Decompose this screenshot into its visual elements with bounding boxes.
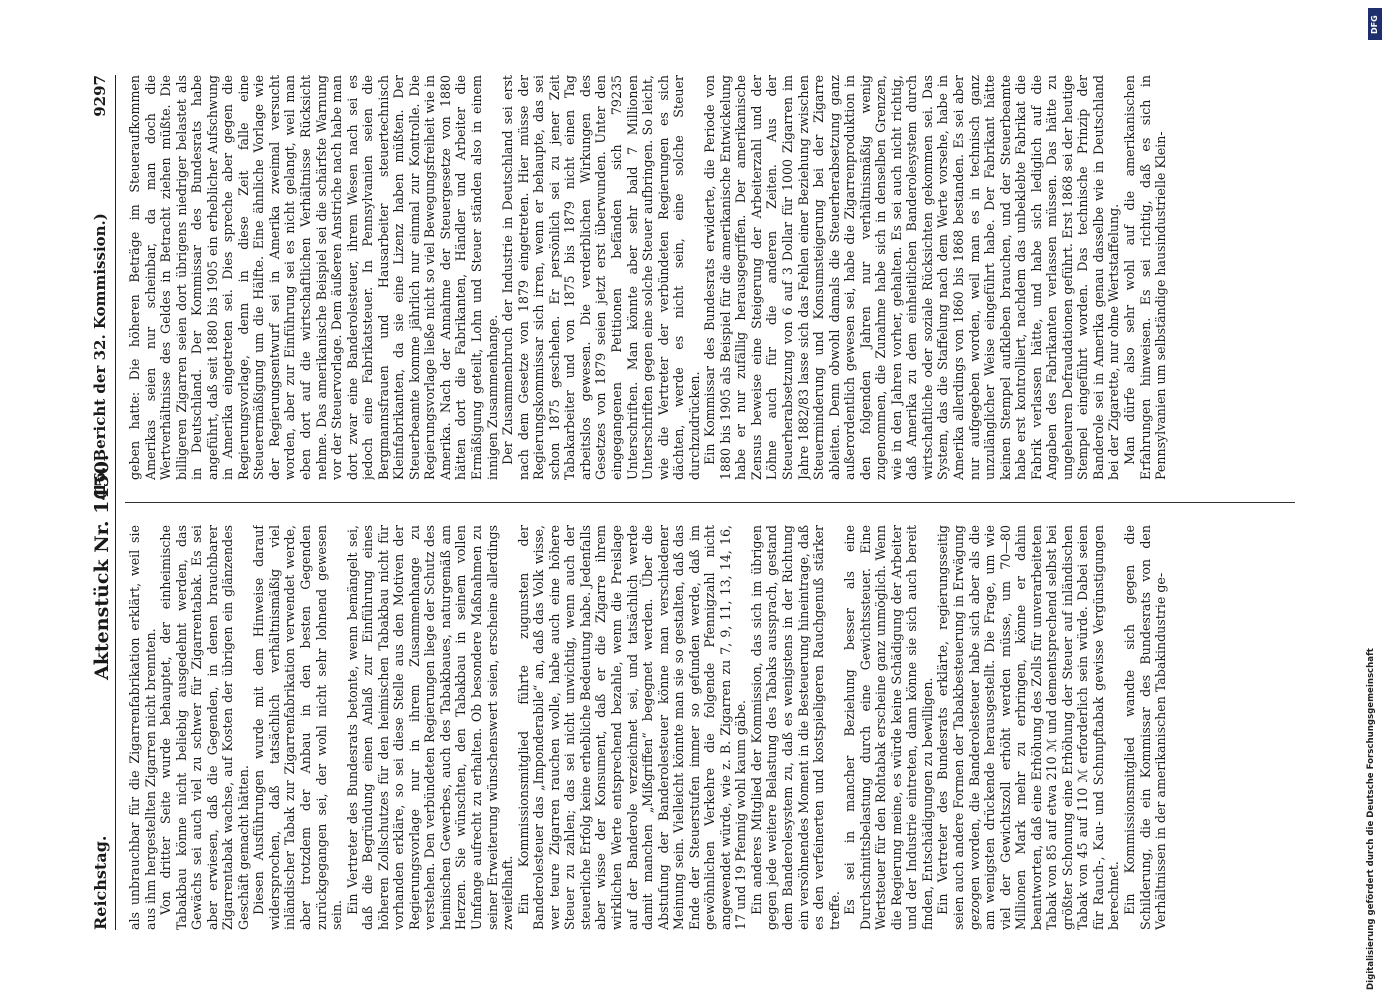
digitization-credit: Digitalisierung gefördert durch die Deutsche Forschungsgemeinschaft <box>1366 648 1376 990</box>
page-header <box>85 75 116 930</box>
paragraph: Der Zusammenbruch der Industrie in Deutschland sei erst nach dem Gesetze von 1879 eingetreten. Hier müsse der Regierungskommissar sich irren, wenn er behaupte, das sei schon 1875 geschehen. Er persönlich sei zu jener Zeit Tabakarbeiter und von 1875 bis 1879 nicht einen Tag arbeitslos gewesen. Die verderblichen Wirkungen des Gesetzes von 1879 seien jetzt erst überwunden. Unter den eingegangenen Petitionen befänden sich 79235 Unterschriften. Man könnte aber sehr bald 7 Millionen Unterschriften gegen eine solche Steuer aufbringen. So leicht, wie die Vertreter der verbündeten Regierungen es sich dächten, werde es nicht sein, eine solche Steuer durchzudrücken. <box>500 75 702 480</box>
paragraph: Diesen Ausführungen wurde mit dem Hinweise darauf widersprochen, daß tatsächlich verhältnismäßig viel inländischer Tabak zur Zigarrenfabrikation verwendet werde, aber trotzdem der Anbau in den besten Gegenden zurückgegangen sei, der wohl nicht sehr lohnend gewesen sein. <box>251 525 345 930</box>
paragraph: Ein Kommissionsmitglied wandte sich gegen die Schilderung, die ein Kommissar des Bundesrats von den Verhältnissen in der amerikanischen Tabakindustrie ge- <box>1122 525 1169 930</box>
right-column <box>127 75 1292 480</box>
dfg-logo-text: DFG <box>1370 15 1379 34</box>
paragraph: Ein Vertreter des Bundesrats erklärte, regierungsseitig seien auch andere Formen der Tabakbesteuerung in Erwägung gezogen worden, die Banderolesteuer habe sich aber als die am wenigsten drückende herausgestellt. Die Frage, um wie viel der Gewichtszoll erhöht werden müsse, um 70—80 Millionen Mark mehr zu erbringen, könne er dahin beantworten, daß eine Erhöhung des Zolls für unverarbeiteten Tabak von 85 auf etwa 210 ℳ und dementsprechend selbst bei größter Schonung eine Erhöhung der Steuer auf inländischen Tabak von 45 auf 110 ℳ erforderlich sein würde. Dabei seien für Rauch-, Kau- und Schnupftabak gewisse Vergünstigungen berechnet. <box>935 525 1122 930</box>
header-report-title: (16. Bericht der 32. Kommission.) <box>91 213 109 500</box>
paragraph: geben hatte: Die höheren Beträge im Steueraufkommen Amerikas seien nur scheinbar, da man doch die Wertverhältnisse des Geldes in Betracht ziehen müßte. Die billigeren Zigarren seien dort übrigens niedriger belastet als in Deutschland. Der Kommissar des Bundesrats habe angeführt, daß seit 1880 bis 1905 ein erheblicher Aufschwung in Amerika eingetreten sei. Dies spreche aber gegen die Regierungsvorlage, denn in diese Zeit falle eine Steuerermäßigung um die Hälfte. Eine ähnliche Vorlage wie der Regierungsentwurf sei in Amerika zweimal versucht worden, aber zur Einführung sei es nicht gelangt, weil man eben dort auf die wirtschaftlichen Verhältnisse Rücksicht nehme. Das amerikanische Beispiel sei die schärfste Warnung vor der Steuervorlage. Dem äußeren Anstriche nach habe man dort zwar eine Banderolesteuer, ihrem Wesen nach sei es jedoch eine Fabrikatsteuer. In Pennsylvanien seien die Bergmannsfrauen und Hausarbeiter steuertechnisch Kleinfabrikanten, da sie eine Lizenz haben müßten. Der Steuerbeamte komme jährlich nur einmal zur Kontrolle. Die Regierungsvorlage ließe nicht so viel Bewegungsfreiheit wie in Amerika. Nach der Annahme der Steuergesetze von 1880 hätten dort die Fabrikanten, Händler und Arbeiter die Ermäßigung geteilt, Lohn und Steuer ständen also in einem innigen Zusammenhange. <box>127 75 500 480</box>
paragraph: Es sei in mancher Beziehung besser als eine Durchschnittsbelastung durch eine Gewichtssteuer. Eine Wertsteuer für den Rohtabak erscheine ganz unmöglich. Wenn die Regierung meine, es würde keine Schädigung der Arbeiter und der Industrie eintreten, dann könne sie sich auch bereit finden, Entschädigungen zu bewilligen. <box>842 525 935 930</box>
paragraph: Ein Kommissionsmitglied führte zugunsten der Banderolesteuer das „Imponderabile“ an, daß das Volk wisse, wer teure Zigarren rauchen wolle, habe auch eine höhere Steuer zu zahlen; das sei nicht unwichtig, wenn auch der steuerliche Erfolg keine erhebliche Bedeutung habe. Jedenfalls aber wisse der Konsument, daß er die Zigarre ihrem wirklichen Werte entsprechend bezahle, wenn die Preislage auf der Banderole verzeichnet sei, und tatsächlich werde damit manchen „Mißgriffen“ begegnet werden. Über die Abstufung der Banderolesteuer könne man verschiedener Meinung sein. Vielleicht könnte man sie so gestalten, daß das Ende der Steuerstufen immer so gefunden werde, daß im gewöhnlichen Verkehre die folgende Pfennigzahl nicht angewendet würde, wie z. B. Zigarren zu 7, 9, 11, 13, 14, 16, 17 und 19 Pfennig wohl kaum gäbe. <box>515 525 749 930</box>
paragraph: Ein Vertreter des Bundesrats betonte, wenn bemängelt sei, daß die Begründung einen Anlaß zur Einführung eines höheren Zollschutzes für den heimischen Tabakbau nicht für vorhanden erkläre, so sei diese Stelle aus den Motiven der Regierungsvorlage nur in ihrem Zusammenhange zu verstehen. Den verbündeten Regierungen liege der Schutz des heimischen Gewerbes, auch des Tabakbaues, naturgemäß am Herzen. Sie wünschten, den Tabakbau in seinem vollen Umfange aufrecht zu erhalten. Ob besondere Maßnahmen zu seiner Erweiterung wünschenswert seien, erscheine allerdings zweifelhaft. <box>344 525 516 930</box>
rotated-page <box>85 75 1300 930</box>
left-column <box>127 525 1292 930</box>
dfg-logo <box>1368 8 1382 40</box>
column-divider <box>125 502 1295 503</box>
paragraph: Man dürfe also sehr wohl auf die amerikanischen Erfahrungen hinweisen. Es sei richtig, daß es sich in Pennsylvanien um selbständige hausindustrielle Klein- <box>1122 75 1169 480</box>
header-left: Reichstag. <box>91 835 110 930</box>
header-document-number: Aktenstück Nr. 1450. <box>91 454 113 680</box>
paragraph: als unbrauchbar für die Zigarrenfabrikation erklärt, weil sie aus ihm hergestellten Zigarren nicht brennten. <box>127 525 158 930</box>
paragraph: Von dritter Seite wurde behauptet, der einheimische Tabakbau könne nicht beliebig ausgedehnt werden, das Gewächs sei auch viel zu schwer für Zigarrentabak. Es sei aber erwiesen, daß die Gegenden, in denen brauchbarer Zigarrentabak wachse, auf Kosten der übrigen ein glänzendes Geschäft gemacht hätten. <box>158 525 251 930</box>
paragraph: Ein Kommissar des Bundesrats erwiderte, die Periode von 1880 bis 1905 als Beispiel für die amerikanische Entwickelung habe er nur zufällig herausgegriffen. Der amerikanische Zensus beweise eine Steigerung der Arbeiterzahl und der Löhne auch für die anderen Zeiten. Aus der Steuerherabsetzung von 6 auf 3 Dollar für 1000 Zigarren im Jahre 1882/83 lasse sich das Fehlen einer Beziehung zwischen Steuerminderung und Konsumsteigerung bei der Zigarre ableiten. Denn obwohl damals die Steuerherabsetzung ganz außerordentlich gewesen sei, habe die Zigarrenproduktion in den folgenden Jahren nur verhältnismäßig wenig zugenommen, die Zunahme habe sich in denselben Grenzen, wie in den Jahren vorher, gehalten. Es sei auch nicht richtig, daß Amerika zu dem einheitlichen Banderolesystem durch wirtschaftliche oder soziale Rücksichten gekommen sei. Das System, das die Staffelung nach dem Werte vorsehe, habe in Amerika allerdings von 1860 bis 1868 bestanden. Es sei aber nur aufgegeben worden, weil man es in technisch ganz unzulänglicher Weise eingeführt habe. Der Fabrikant hätte keinen Stempel aufkleben brauchen, und der Steuerbeamte habe erst kontrolliert, nachdem das unbeklebte Fabrikat die Fabrik verlassen hätte, und habe sich lediglich auf die Angaben des Fabrikanten verlassen müssen. Das hätte zu ungeheuren Defraudationen geführt. Erst 1868 sei der heutige Stempel eingeführt worden. Das technische Prinzip der Banderole sei in Amerika genau dasselbe wie in Deutschland bei der Zigarette, nur ohne Wertstaffelung. <box>702 75 1122 480</box>
page-number: 9297 <box>91 75 109 117</box>
paragraph: Ein anderes Mitglied der Kommission, das sich im übrigen gegen jede weitere Belastung des Tabaks aussprach, gestand dem Banderolesystem zu, daß es wenigstens in der Richtung ein versöhnendes Moment in die Besteuerung hineintrage, daß es den verfeinerten und kostspieligeren Rauchgenuß stärker treffe. <box>748 525 842 930</box>
